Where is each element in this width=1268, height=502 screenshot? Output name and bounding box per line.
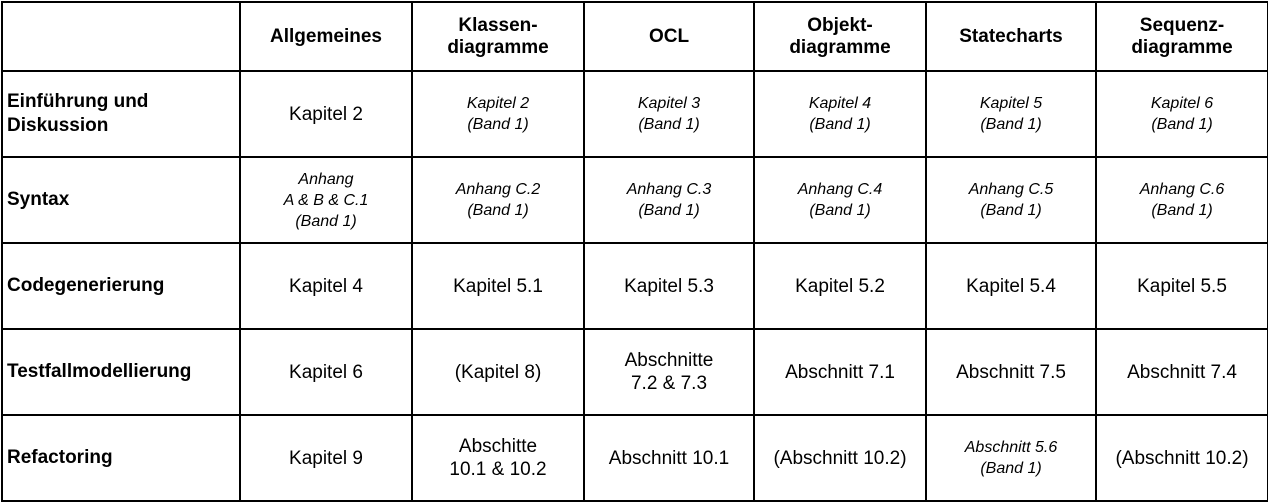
column-header <box>926 2 1096 71</box>
cell-text: Abschnitte 7.2 & 7.3 <box>624 350 714 394</box>
table-body <box>2 71 1268 501</box>
table-cell <box>584 71 754 157</box>
cell-text: Kapitel 4 <box>289 275 363 297</box>
cell-text: Kapitel 5 (Band 1) <box>979 95 1043 133</box>
column-header-label: Allgemeines <box>270 25 382 47</box>
table-cell <box>240 243 412 329</box>
table-cell <box>926 243 1096 329</box>
cell-text: Kapitel 4 (Band 1) <box>808 95 872 133</box>
row-header-label: Einführung und Diskussion <box>7 91 149 136</box>
header-row <box>2 2 1268 71</box>
column-header <box>240 2 412 71</box>
table-cell <box>1096 243 1268 329</box>
cell-text: (Abschnitt 10.2) <box>773 447 907 469</box>
table-cell <box>1096 71 1268 157</box>
column-header <box>584 2 754 71</box>
table-cell <box>754 157 926 243</box>
row-header <box>2 157 240 243</box>
table-row <box>2 157 1268 243</box>
cell-text: Anhang C.4 (Band 1) <box>797 181 883 219</box>
cell-text: (Abschnitt 10.2) <box>1115 447 1249 469</box>
table-cell <box>1096 157 1268 243</box>
table-cell <box>240 157 412 243</box>
cell-text: Anhang C.5 (Band 1) <box>968 181 1054 219</box>
corner-cell <box>2 2 240 71</box>
row-header <box>2 243 240 329</box>
table-cell <box>1096 329 1268 415</box>
cell-text: Anhang C.3 (Band 1) <box>626 181 712 219</box>
chapter-overview-table <box>1 1 1268 502</box>
cell-text: Kapitel 5.3 <box>624 275 714 297</box>
cell-text: Anhang C.2 (Band 1) <box>455 181 541 219</box>
table-cell <box>412 157 584 243</box>
cell-text: Anhang C.6 (Band 1) <box>1139 181 1225 219</box>
row-header-label: Refactoring <box>7 447 113 468</box>
column-header <box>412 2 584 71</box>
cell-text: (Kapitel 8) <box>454 361 542 383</box>
table-cell <box>926 71 1096 157</box>
table-cell <box>926 415 1096 501</box>
column-header-label: Klassen- diagramme <box>447 14 549 58</box>
column-header <box>1096 2 1268 71</box>
row-header-label: Testfallmodellierung <box>7 361 192 382</box>
cell-text: Kapitel 9 <box>289 447 363 469</box>
cell-text: Abschnitt 7.5 <box>956 361 1066 383</box>
table-cell <box>584 157 754 243</box>
table-cell <box>926 157 1096 243</box>
row-header-label: Codegenerierung <box>7 275 165 296</box>
table-cell <box>1096 415 1268 501</box>
cell-text: Kapitel 6 (Band 1) <box>1150 95 1214 133</box>
column-header-label: Objekt- diagramme <box>789 14 891 58</box>
table-cell <box>754 415 926 501</box>
row-header <box>2 329 240 415</box>
table-row <box>2 243 1268 329</box>
table-row <box>2 415 1268 501</box>
column-header-label: Sequenz- diagramme <box>1131 14 1233 58</box>
table-cell <box>240 329 412 415</box>
cell-text: Abschnitt 7.4 <box>1127 361 1237 383</box>
table-cell <box>584 329 754 415</box>
table-row <box>2 71 1268 157</box>
row-header <box>2 415 240 501</box>
column-header-label: OCL <box>648 25 690 47</box>
table-cell <box>754 71 926 157</box>
table-cell <box>412 329 584 415</box>
table-cell <box>926 329 1096 415</box>
cell-text: Kapitel 5.1 <box>453 275 543 297</box>
cell-text: Abschitte 10.1 & 10.2 <box>449 436 547 480</box>
cell-text: Kapitel 6 <box>289 361 363 383</box>
cell-text: Abschnitt 7.1 <box>785 361 895 383</box>
table-cell <box>584 243 754 329</box>
row-header <box>2 71 240 157</box>
table-cell <box>240 415 412 501</box>
cell-text: Abschnitt 10.1 <box>608 447 730 469</box>
table-cell <box>754 243 926 329</box>
cell-text: Kapitel 3 (Band 1) <box>637 95 701 133</box>
column-header <box>754 2 926 71</box>
table-cell <box>584 415 754 501</box>
cell-text: Anhang A & B & C.1 (Band 1) <box>283 170 369 230</box>
row-header-label: Syntax <box>7 189 70 210</box>
cell-text: Kapitel 5.2 <box>795 275 885 297</box>
cell-text: Kapitel 5.5 <box>1137 275 1227 297</box>
cell-text: Abschnitt 5.6 (Band 1) <box>964 439 1058 477</box>
table-row <box>2 329 1268 415</box>
cell-text: Kapitel 2 <box>289 103 363 125</box>
cell-text: Kapitel 5.4 <box>966 275 1056 297</box>
table-cell <box>240 71 412 157</box>
table-cell <box>412 71 584 157</box>
table-cell <box>412 415 584 501</box>
cell-text: Kapitel 2 (Band 1) <box>466 95 530 133</box>
column-header-label: Statecharts <box>959 25 1063 47</box>
table-cell <box>412 243 584 329</box>
table-cell <box>754 329 926 415</box>
